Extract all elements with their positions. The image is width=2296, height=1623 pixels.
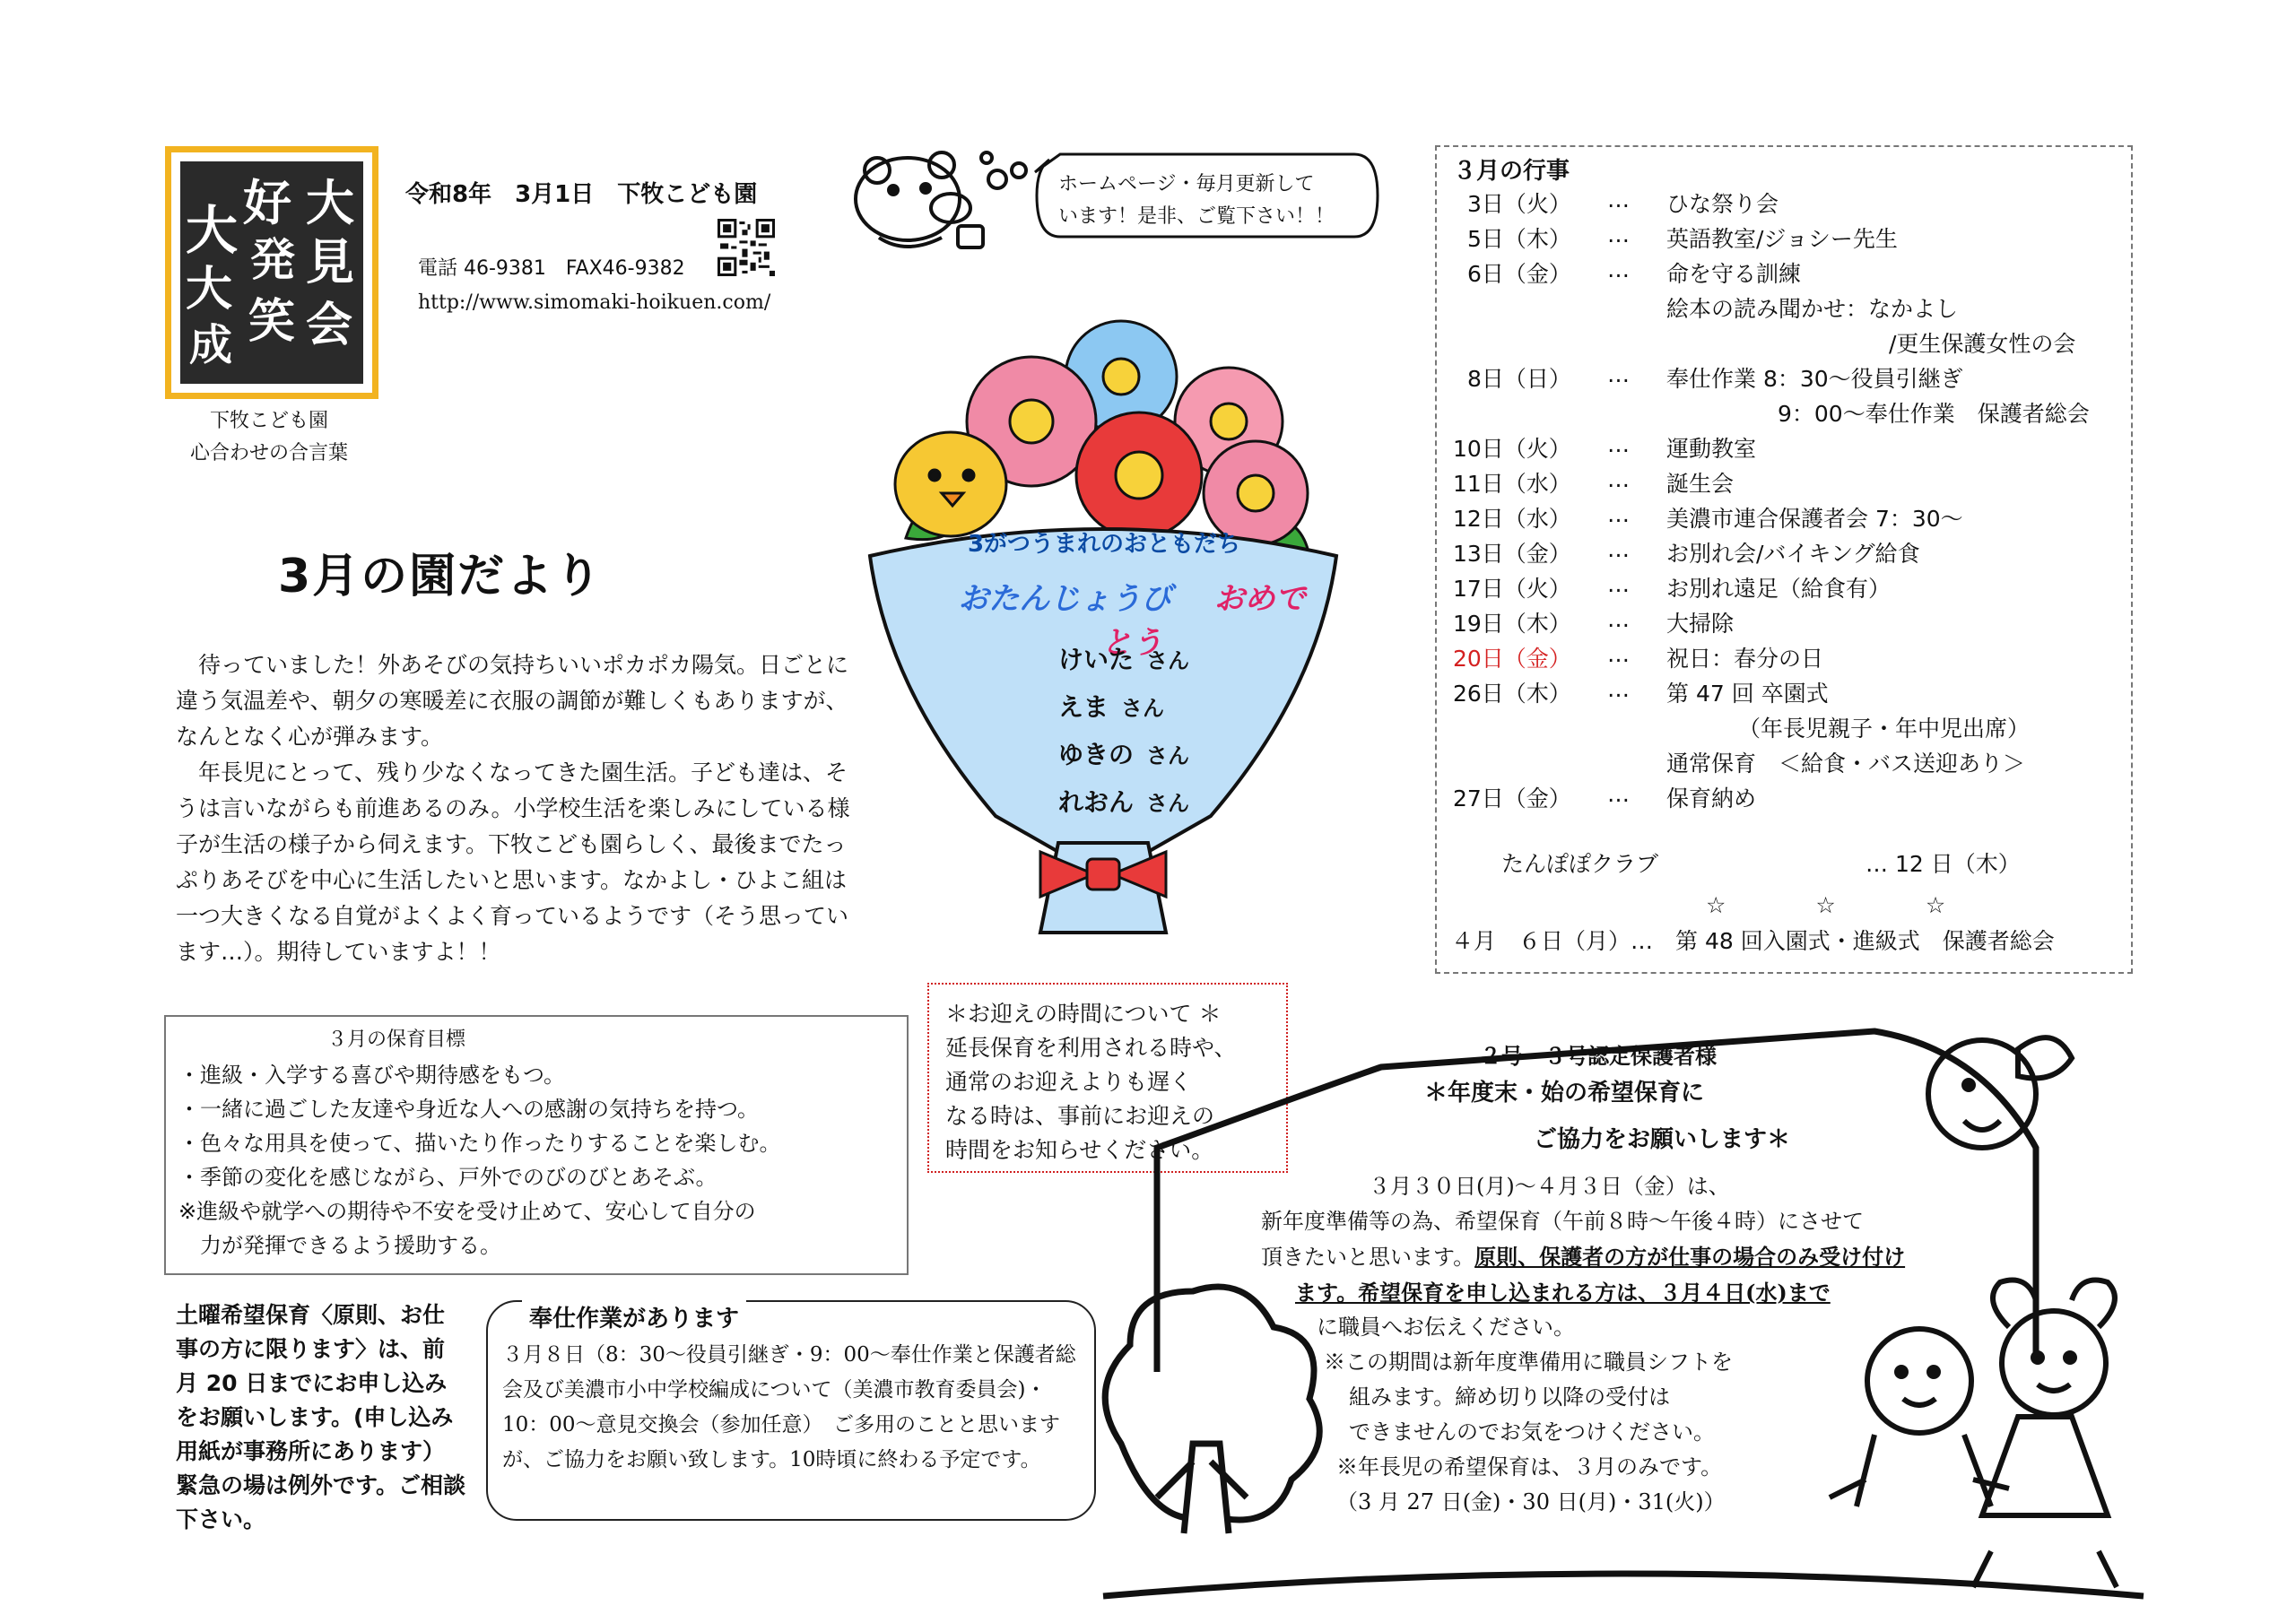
event-row [1453, 746, 2117, 778]
event-row [1453, 501, 2117, 534]
caption-line: 下牧こども園 [209, 410, 328, 432]
event-dots: … [1607, 466, 1630, 492]
event-date: 26日（木） [1453, 681, 1571, 707]
page-title: 3月の園だより [278, 550, 604, 603]
logo [165, 146, 378, 399]
notice-heading: ご協力をお願いします＊ [1534, 1126, 1791, 1153]
event-row [1453, 571, 2117, 603]
logo-glyph: 発 [250, 233, 295, 286]
event-name: /更生保護女性の会 [1889, 331, 2076, 357]
pickup-line: 延長保育を利用される時や、 [945, 1035, 1237, 1061]
intro-paragraph: 年長児にとって、残り少なくなってきた園生活。子ども達は、そうは言いながらも前進あるのみ。小学校生活を楽しみにしている様子が生活の様子から伺えます。下牧こども園らしく、最後までたっぷりあそびを中心に生活したいと思います。なかよし・ひよこ組は一つ大きくなる自覚がよくよく育っているようです（そう思っています…）。期待していますよ！！ [176, 759, 850, 965]
event-dots: … [1607, 221, 1630, 247]
event-date: 5日（木） [1467, 226, 1571, 252]
event-date: 8日（日） [1467, 366, 1571, 392]
event-dots: … [1607, 606, 1630, 632]
event-dots: … [1607, 361, 1630, 387]
event-name: 運動教室 [1666, 436, 1757, 462]
logo-caption [144, 405, 395, 470]
event-date: 17日（火） [1453, 576, 1571, 602]
event-name: 保育納め [1666, 785, 1757, 812]
event-date: 10日（火） [1453, 436, 1571, 462]
event-name: 通常保育 ＜給食・バス送迎あり＞ [1666, 751, 2026, 777]
honorific: さん [1121, 696, 1165, 721]
event-dots: … [1607, 571, 1630, 597]
notice-line: できませんのでお気をつけください。 [1349, 1419, 1715, 1445]
stars-divider: ☆ ☆ ☆ [1706, 892, 1946, 918]
birthday-name: れおん [1058, 787, 1135, 817]
event-name: 絵本の読み聞かせ：なかよし [1666, 296, 1959, 322]
pickup-line: 時間をお知らせください。 [945, 1137, 1214, 1163]
logo-glyph: 見 [306, 233, 354, 291]
event-row [1453, 396, 2117, 429]
honorific: さん [1146, 791, 1190, 816]
event-dots: … [1607, 676, 1630, 702]
intro-text [176, 647, 857, 970]
club-date: … 12 日（木） [1866, 851, 2021, 877]
birthday-wish-1: おたんじょうび [958, 581, 1172, 617]
qr-code-icon[interactable] [718, 219, 775, 276]
birthday-name: ゆきの [1058, 740, 1135, 769]
event-dots: … [1607, 641, 1630, 667]
logo-glyph: 好 [243, 174, 291, 231]
event-name: 第 47 回 卒園式 [1666, 681, 1829, 707]
event-dots: … [1607, 431, 1630, 457]
pickup-line: ＊お迎えの時間について ＊ [945, 1001, 1222, 1027]
notice-line: ※年長児の希望保育は、３月のみです。 [1336, 1454, 1723, 1480]
logo-glyph: 大 [186, 262, 233, 317]
birthday-wish-2: おめでとう [1101, 581, 1306, 661]
event-name: （年長児親子・年中児出席） [1738, 716, 2031, 742]
event-name: 9：00〜奉仕作業 保護者総会 [1778, 401, 2090, 427]
april-event: ４月 ６日（月）… 第 48 回入園式・進級式 保護者総会 [1451, 928, 2055, 954]
goal-item: ・一緒に過ごした友達や身近な人への感謝の気持ちを持つ。 [178, 1097, 760, 1122]
club-name: たんぽぽクラブ [1501, 851, 1659, 877]
event-dots: … [1607, 501, 1630, 527]
event-row [1453, 606, 2117, 638]
event-date: 11日（水） [1453, 471, 1571, 497]
goal-item: 力が発揮できるよう援助する。 [178, 1233, 501, 1258]
notice-emphasis: ます。希望保育を申し込まれる方は、３月４日(水)まで [1295, 1280, 1831, 1306]
event-dots: … [1607, 781, 1630, 807]
goals-title: ３月の保育目標 [327, 1028, 466, 1051]
service-title: 奉仕作業があります [522, 1300, 746, 1333]
birthday-name-row [1058, 684, 1189, 732]
header-date: 令和8年 3月1日 下牧こども園 [405, 181, 758, 208]
birthday-name-row [1058, 779, 1189, 827]
saturday-care-notice: 土曜希望保育〈原則、お仕事の方に限ります〉は、前月 20 日までにお申し込みをお願いします。(申し込み用紙が事務所にあります）緊急の場は例外です。ご相談下さい。 [176, 1302, 466, 1532]
pickup-line: なる時は、事前にお迎えの [945, 1103, 1215, 1129]
goal-item: ・色々な用具を使って、描いたり作ったりすることを楽しむ。 [178, 1131, 781, 1156]
intro-paragraph: 待っていました！外あそびの気持ちいいポカポカ陽気。日ごとに違う気温差や、朝夕の寒暖差に衣服の調節が難しくもありますが、なんとなく心が弾みます。 [176, 652, 849, 750]
goal-item: ※進級や就学への期待や不安を受け止めて、安心して自分の [178, 1199, 756, 1224]
notice-line: ※この期間は新年度準備用に職員シフトを [1324, 1350, 1733, 1375]
event-row [1453, 431, 2117, 464]
event-row [1453, 187, 2117, 219]
logo-glyph: 笑 [248, 294, 296, 349]
event-row [1453, 291, 2117, 324]
goal-item: ・季節の変化を感じながら、戸外でのびのびとあそぶ。 [178, 1165, 718, 1190]
notice-emphasis: 原則、保護者の方が仕事の場合のみ受け付け [1474, 1244, 1906, 1270]
event-row [1453, 711, 2117, 743]
speech-line: ホームページ・毎月更新して [1058, 173, 1315, 195]
event-dots: … [1607, 187, 1630, 213]
bear-illustration [843, 143, 1040, 260]
event-row [1453, 676, 2117, 708]
event-row [1453, 326, 2117, 359]
notice-line: 新年度準備等の為、希望保育（午前８時〜午後４時）にさせて [1261, 1209, 1864, 1234]
event-date: 13日（金） [1453, 541, 1571, 567]
notice-line [1238, 1239, 2027, 1275]
header-phone: 電話 46-9381 FAX46-9382 [418, 257, 685, 280]
speech-line: います！是非、ご覧下さい！！ [1058, 205, 1335, 228]
event-name: 英語教室/ジョシー先生 [1666, 226, 1898, 252]
speech-text [1058, 169, 1363, 233]
event-date: 20日（金） [1453, 646, 1571, 672]
header-url[interactable]: http://www.simomaki-hoikuen.com/ [418, 291, 771, 314]
notice-heading: ２号・３号認定保護者様 [1480, 1044, 1717, 1069]
event-date: 27日（金） [1453, 785, 1571, 812]
logo-glyph: 大 [306, 174, 354, 231]
honorific: さん [1146, 743, 1190, 768]
notice-heading: ＊年度末・始の希望保育に [1424, 1080, 1705, 1107]
event-row [1453, 221, 2117, 254]
event-date: 12日（水） [1453, 506, 1571, 532]
service-work-box [486, 1300, 1096, 1521]
event-name: 奉仕作業 8：30〜役員引継ぎ [1666, 366, 1963, 392]
notice-line-part: 頂きたいと思います。 [1261, 1245, 1475, 1270]
event-row [1453, 256, 2117, 289]
event-name: 大掃除 [1666, 611, 1735, 637]
birthday-names [1058, 637, 1189, 827]
event-name: ひな祭り会 [1666, 191, 1779, 217]
logo-glyph: 会 [306, 298, 353, 352]
event-dots: … [1607, 256, 1630, 282]
event-row [1453, 361, 2117, 394]
event-date: 3日（火） [1467, 191, 1571, 217]
birthday-name-row [1058, 732, 1189, 779]
event-name: 命を守る訓練 [1666, 261, 1802, 287]
birthday-name: けいた [1058, 645, 1135, 674]
logo-glyph: 成 [189, 320, 233, 370]
notice-line: 組みます。締め切り以降の受付は [1349, 1384, 1671, 1410]
notice-line: ３月３０日(月)〜４月３日（金）は、 [1369, 1174, 1730, 1199]
event-row [1453, 536, 2117, 568]
monthly-goals-box [164, 1015, 909, 1275]
event-row [1453, 781, 2117, 813]
event-date: 6日（金） [1467, 261, 1571, 287]
event-name: 誕生会 [1666, 471, 1735, 497]
honorific: さん [1146, 648, 1190, 673]
event-name: 美濃市連合保護者会 7：30〜 [1666, 506, 1963, 532]
pickup-line: 通常のお迎えよりも遅く [945, 1069, 1193, 1095]
birthday-name-row [1058, 637, 1189, 684]
notice-body [1238, 1169, 2027, 1520]
birthday-name: えま [1058, 692, 1109, 722]
event-name: お別れ会/バイキング給食 [1666, 541, 1920, 567]
event-dots: … [1607, 536, 1630, 562]
event-name: お別れ遠足（給食有） [1666, 576, 1892, 602]
notice-line: に職員へお伝えください。 [1317, 1315, 1575, 1340]
notice-line: （3 月 27 日(金)・30 日(月)・31(火)） [1336, 1489, 1726, 1515]
bouquet-label: 3がつうまれのおともだち [967, 531, 1241, 558]
logo-glyph: 大 [186, 200, 239, 261]
caption-line: 心合わせの合言葉 [189, 442, 348, 464]
event-row [1453, 641, 2117, 673]
goals-list [178, 1058, 896, 1263]
event-row [1453, 466, 2117, 499]
goal-item: ・進級・入学する喜びや期待感をもつ。 [178, 1063, 566, 1088]
service-body: ３月８日（8：30〜役員引継ぎ・9：00〜奉仕作業と保護者総会及び美濃市小中学校編成について（美濃市教育委員会)・10：00〜意見交換会（参加任意） ご多用のことと思いますが、ご協力をお願い致します。10時頃に終わる予定です。 [502, 1343, 1076, 1471]
events-title: ３月の行事 [1453, 158, 1570, 185]
event-date: 19日（木） [1453, 611, 1571, 637]
events-box [1435, 145, 2133, 974]
event-name: 祝日：春分の日 [1666, 646, 1824, 672]
